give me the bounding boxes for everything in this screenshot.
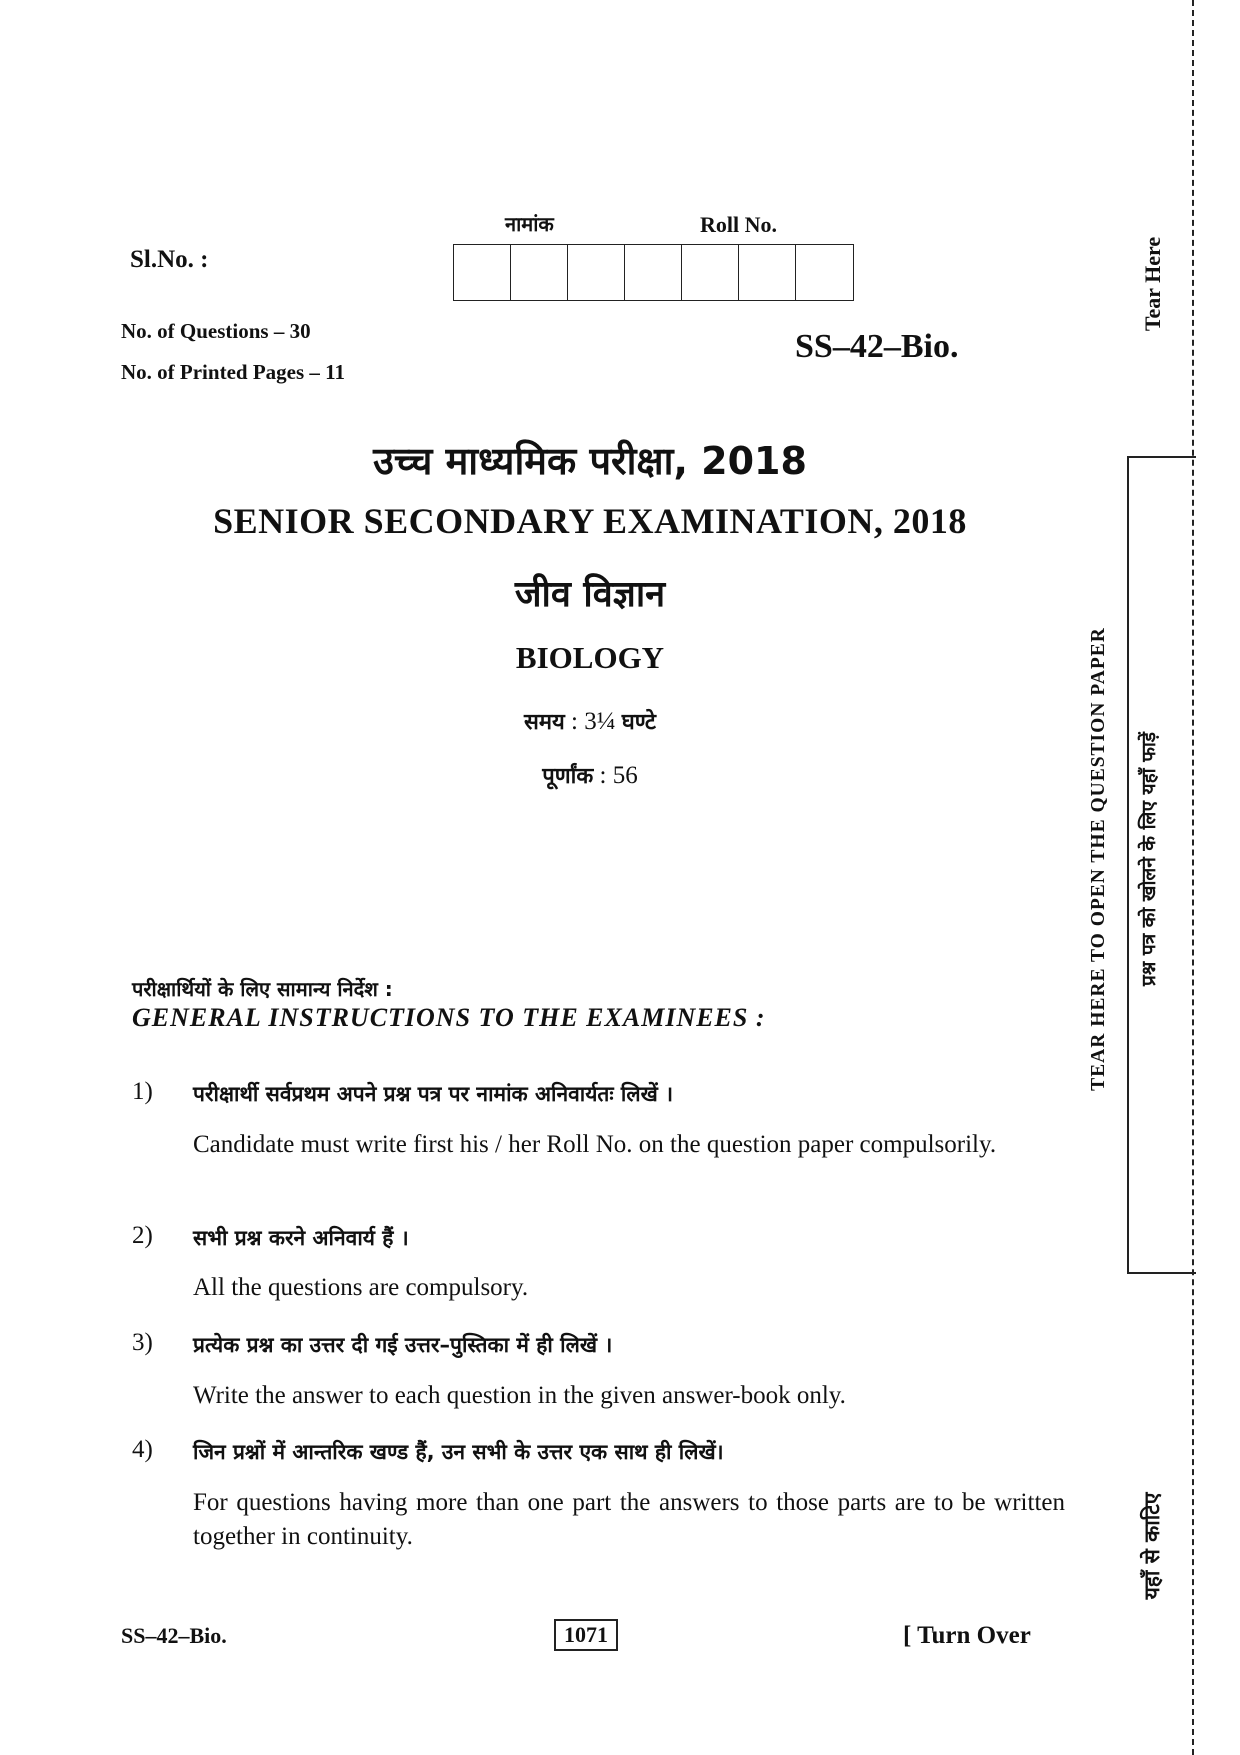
instruction-hindi: परीक्षार्थी सर्वप्रथम अपने प्रश्न पत्र पर नामांक अनिवार्यतः लिखें । (193, 1082, 674, 1106)
instruction-number: 4) (132, 1436, 153, 1463)
paper-code: SS–42–Bio. (795, 328, 959, 365)
instruction-english: Candidate must write first his / her Roll No. on the question paper compulsorily. (193, 1131, 997, 1158)
time-line (0, 706, 1180, 736)
turn-over-label: [ Turn Over (903, 1622, 1031, 1649)
instruction-number: 2) (132, 1222, 153, 1249)
instruction-hindi: प्रत्येक प्रश्न का उत्तर दी गई उत्तर–पुस्तिका में ही लिखें । (193, 1333, 613, 1357)
number-of-pages: No. of Printed Pages – 11 (121, 360, 345, 384)
marks-label: पूर्णांक (542, 764, 594, 789)
roll-digit-box[interactable] (796, 245, 853, 300)
marks-line (0, 760, 1180, 790)
roll-label-hindi: नामांक (505, 212, 554, 236)
time-label: समय (523, 710, 565, 735)
roll-label-english: Roll No. (700, 212, 777, 237)
roll-digit-box[interactable] (682, 245, 739, 300)
roll-number-boxes[interactable] (453, 244, 854, 301)
instructions-heading-hindi: परीक्षार्थियों के लिए सामान्य निर्देश : (132, 977, 393, 1001)
tear-open-hindi: प्रश्न पत्र को खोलने के लिए यहाँ फाड़ें (1138, 732, 1160, 986)
time-value: : 3¼ (571, 708, 616, 735)
exam-title-hindi: उच्च माध्यमिक परीक्षा, 2018 (373, 439, 807, 483)
instruction-hindi: सभी प्रश्न करने अनिवार्य हैं । (193, 1226, 409, 1250)
roll-digit-box[interactable] (568, 245, 625, 300)
subject-english: BIOLOGY (515, 640, 665, 675)
instruction-number: 3) (132, 1329, 153, 1356)
roll-digit-box[interactable] (739, 245, 796, 300)
number-of-questions: No. of Questions – 30 (121, 319, 311, 343)
tear-open-english: TEAR HERE TO OPEN THE QUESTION PAPER (1088, 627, 1109, 1091)
roll-digit-box[interactable] (625, 245, 682, 300)
cut-here-hindi: यहाँ से काटिए (1140, 1492, 1164, 1600)
time-unit: घण्टे (621, 710, 657, 735)
instruction-hindi: जिन प्रश्नों में आन्तरिक खण्ड हैं, उन सभी के उत्तर एक साथ ही लिखें। (193, 1440, 724, 1464)
instructions-heading-english: GENERAL INSTRUCTIONS TO THE EXAMINEES : (132, 1003, 766, 1032)
exam-title-english: SENIOR SECONDARY EXAMINATION, 2018 (213, 501, 967, 541)
marks-value: : 56 (599, 762, 638, 789)
roll-digit-box[interactable] (454, 245, 511, 300)
instruction-english: All the questions are compulsory. (193, 1274, 529, 1301)
footer-page-number: 1071 (554, 1619, 618, 1651)
instruction-english: Write the answer to each question in the given answer-book only. (193, 1382, 846, 1409)
instruction-number: 1) (132, 1078, 153, 1105)
tear-here-label: Tear Here (1140, 236, 1165, 332)
instruction-english: For questions having more than one part the answers to those parts are to be written together in continuity. (193, 1489, 1065, 1550)
footer-paper-code: SS–42–Bio. (121, 1623, 227, 1648)
roll-digit-box[interactable] (511, 245, 568, 300)
sl-no-label: Sl.No. : (130, 246, 209, 273)
subject-hindi: जीव विज्ञान (514, 574, 666, 615)
